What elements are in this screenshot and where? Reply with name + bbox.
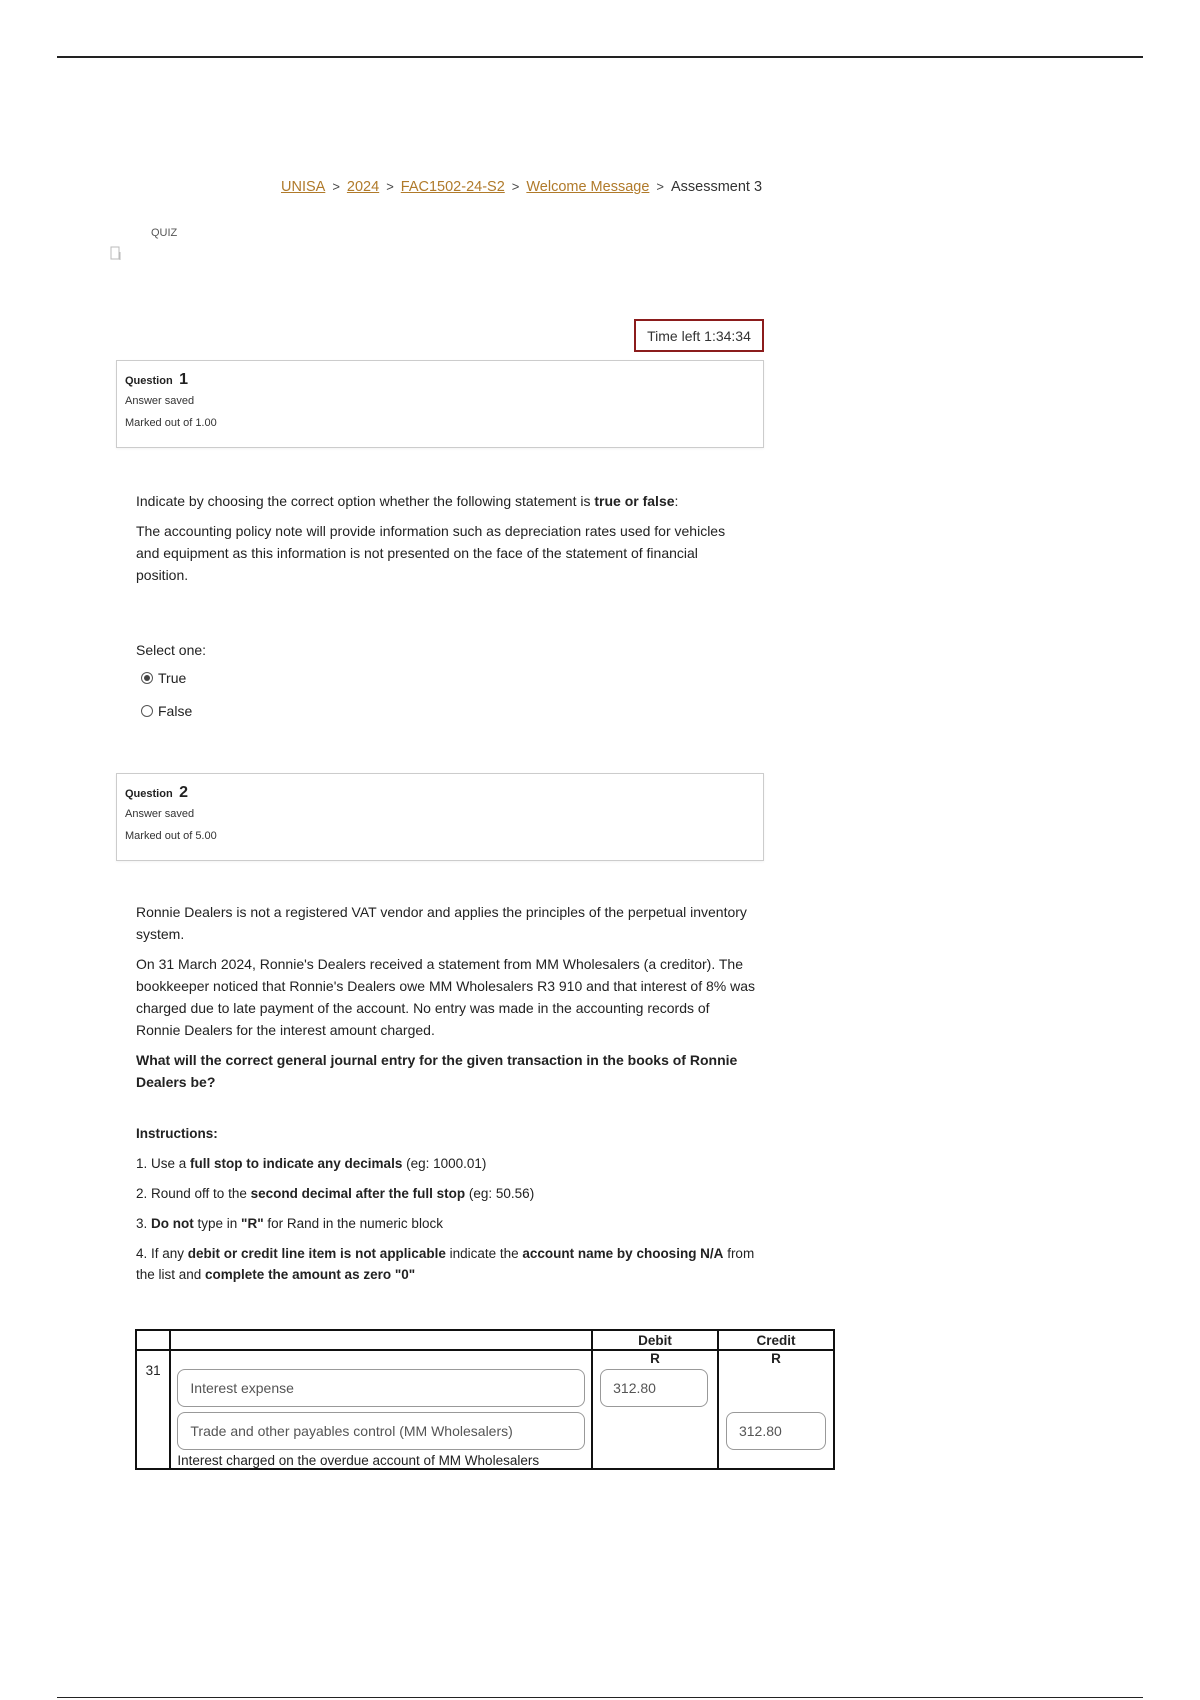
option-true-label: True <box>158 670 187 686</box>
journal-accounts-cell <box>170 1350 592 1469</box>
question-2-text <box>136 901 756 1101</box>
instructions <box>136 1123 756 1285</box>
select-one-label: Select one: <box>136 642 207 658</box>
instruction-4: 4. If any debit or credit line item is not applicable indicate the account name by choosing N/A from the list and complete the amount as zero "0" <box>136 1246 755 1282</box>
marked-out-of: Marked out of 5.00 <box>125 830 217 842</box>
quiz-icon <box>110 246 122 262</box>
question-number: 1 <box>179 371 189 388</box>
bottom-rule <box>57 1697 1143 1698</box>
question-1-statement: The accounting policy note will provide information such as depreciation rates used for vehicles and equipment as this information is not presented on the face of the statement of financial position. <box>136 523 726 583</box>
breadcrumb-2024[interactable]: 2024 <box>346 179 380 195</box>
question-2-para-2: On 31 March 2024, Ronnie's Dealers received a statement from MM Wholesalers (a creditor). The bookkeeper noticed that Ronnie's Dealers owe MM Wholesalers R3 910 and that interest of 8% was charged due to late payment of the account. No entry was made in the accounting records of Ronnie Dealers for the interest amount charged. <box>136 956 756 1038</box>
credit-currency: R <box>771 1351 781 1366</box>
debit-currency: R <box>650 1351 660 1366</box>
question-2-question: What will the correct general journal entry for the given transaction in the books of Ronnie Dealers be? <box>136 1052 738 1090</box>
question-2-info <box>116 773 764 861</box>
answer-status: Answer saved <box>125 808 195 820</box>
breadcrumb <box>281 179 762 195</box>
credit-amount-input[interactable]: 312.80 <box>726 1412 826 1450</box>
date-header <box>136 1330 170 1350</box>
answer-status: Answer saved <box>125 395 195 407</box>
debit-header: Debit <box>592 1330 718 1350</box>
option-false-label: False <box>158 703 193 719</box>
breadcrumb-current: Assessment 3 <box>670 179 763 195</box>
top-rule <box>57 56 1143 58</box>
debit-amount-input[interactable]: 312.80 <box>600 1369 708 1407</box>
journal-day: 31 <box>136 1350 170 1469</box>
credit-header: Credit <box>718 1330 834 1350</box>
marked-out-of: Marked out of 1.00 <box>125 417 217 429</box>
journal-narration: Interest charged on the overdue account of MM Wholesalers <box>177 1453 540 1468</box>
question-1-prompt: Indicate by choosing the correct option whether the following statement is true or false: <box>136 493 679 509</box>
breadcrumb-unisa[interactable]: UNISA <box>281 179 326 195</box>
credit-account-select[interactable]: Trade and other payables control (MM Wholesalers) <box>177 1412 585 1450</box>
instructions-title: Instructions: <box>136 1126 218 1141</box>
time-left: Time left 1:34:34 <box>634 319 764 352</box>
breadcrumb-course[interactable]: FAC1502-24-S2 <box>400 179 505 195</box>
question-label: Question <box>125 375 173 387</box>
radio-checked-icon[interactable] <box>141 672 153 684</box>
chevron-right-icon: > <box>332 179 340 194</box>
instruction-1: 1. Use a full stop to indicate any decimals (eg: 1000.01) <box>136 1156 487 1171</box>
chevron-right-icon: > <box>511 179 520 194</box>
question-label: Question <box>125 788 173 800</box>
question-1-text <box>136 490 746 594</box>
instruction-3: 3. Do not type in "R" for Rand in the numeric block <box>136 1216 443 1231</box>
radio-unchecked-icon[interactable] <box>141 705 153 717</box>
instruction-2: 2. Round off to the second decimal after the full stop (eg: 50.56) <box>136 1186 535 1201</box>
debit-account-select[interactable]: Interest expense <box>177 1369 585 1407</box>
question-number: 2 <box>179 784 189 801</box>
chevron-right-icon: > <box>386 179 394 194</box>
credit-cell <box>718 1350 834 1469</box>
breadcrumb-welcome[interactable]: Welcome Message <box>526 179 650 195</box>
journal-table <box>135 1329 835 1470</box>
account-header <box>170 1330 592 1350</box>
option-false[interactable] <box>141 703 192 719</box>
option-true[interactable] <box>141 670 186 686</box>
debit-cell <box>592 1350 718 1469</box>
chevron-right-icon: > <box>656 179 664 194</box>
question-1-info <box>116 360 764 448</box>
question-2-para-1: Ronnie Dealers is not a registered VAT vendor and applies the principles of the perpetual inventory system. <box>136 904 747 942</box>
page-label: QUIZ <box>151 227 178 239</box>
